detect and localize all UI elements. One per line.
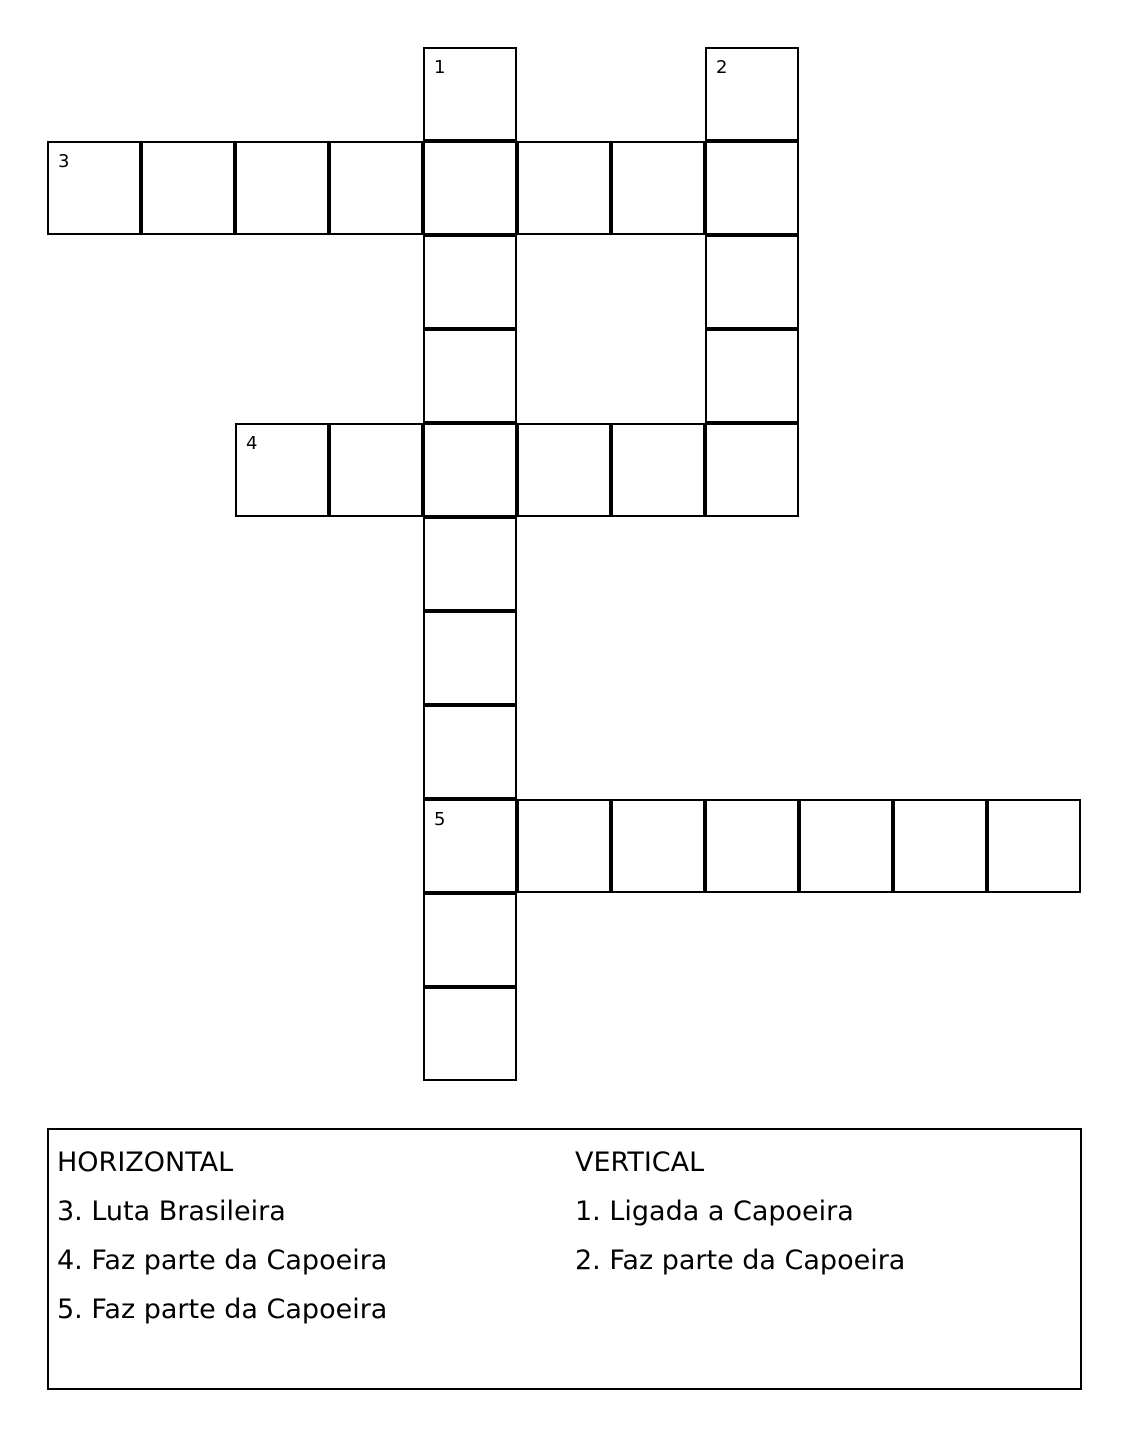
crossword-cell-5[interactable] [423,799,517,893]
clue-number: 1 [434,57,446,78]
clue-number: 4 [246,433,258,454]
clue-vertical-1: 1. Ligada a Capoeira [575,1196,854,1227]
crossword-cell-4[interactable] [235,423,329,517]
crossword-cell[interactable] [987,799,1081,893]
crossword-cell[interactable] [423,893,517,987]
crossword-cell[interactable] [423,611,517,705]
crossword-cell[interactable] [517,799,611,893]
horizontal-clues [57,1146,387,1342]
clue-horizontal-3: 3. Luta Brasileira [57,1196,286,1227]
crossword-cell[interactable] [705,329,799,423]
crossword-cell[interactable] [423,141,517,235]
clue-vertical-2: 2. Faz parte da Capoeira [575,1245,906,1276]
crossword-cell[interactable] [705,141,799,235]
crossword-cell[interactable] [423,235,517,329]
vertical-heading: VERTICAL [575,1147,705,1178]
crossword-cell-1[interactable] [423,47,517,141]
crossword-cell[interactable] [141,141,235,235]
crossword-cell-2[interactable] [705,47,799,141]
clue-number: 2 [716,57,728,78]
clue-horizontal-5: 5. Faz parte da Capoeira [57,1294,388,1325]
crossword-cell[interactable] [423,705,517,799]
crossword-cell[interactable] [893,799,987,893]
crossword-cell[interactable] [705,235,799,329]
crossword-cell[interactable] [705,799,799,893]
clue-number: 5 [434,809,446,830]
crossword-cell[interactable] [423,329,517,423]
crossword-cell[interactable] [611,141,705,235]
clue-horizontal-4: 4. Faz parte da Capoeira [57,1245,388,1276]
crossword-cell[interactable] [423,517,517,611]
clues-box [47,1128,1082,1390]
crossword-cell[interactable] [799,799,893,893]
crossword-cell[interactable] [329,423,423,517]
crossword-cell[interactable] [517,141,611,235]
crossword-cell[interactable] [611,423,705,517]
crossword-cell[interactable] [517,423,611,517]
clue-number: 3 [58,151,70,172]
crossword-cell[interactable] [705,423,799,517]
crossword-cell[interactable] [329,141,423,235]
crossword-cell[interactable] [611,799,705,893]
horizontal-heading: HORIZONTAL [57,1147,234,1178]
crossword-cell[interactable] [423,987,517,1081]
crossword-cell[interactable] [423,423,517,517]
vertical-clues [575,1146,905,1293]
crossword-cell-3[interactable] [47,141,141,235]
crossword-cell[interactable] [235,141,329,235]
